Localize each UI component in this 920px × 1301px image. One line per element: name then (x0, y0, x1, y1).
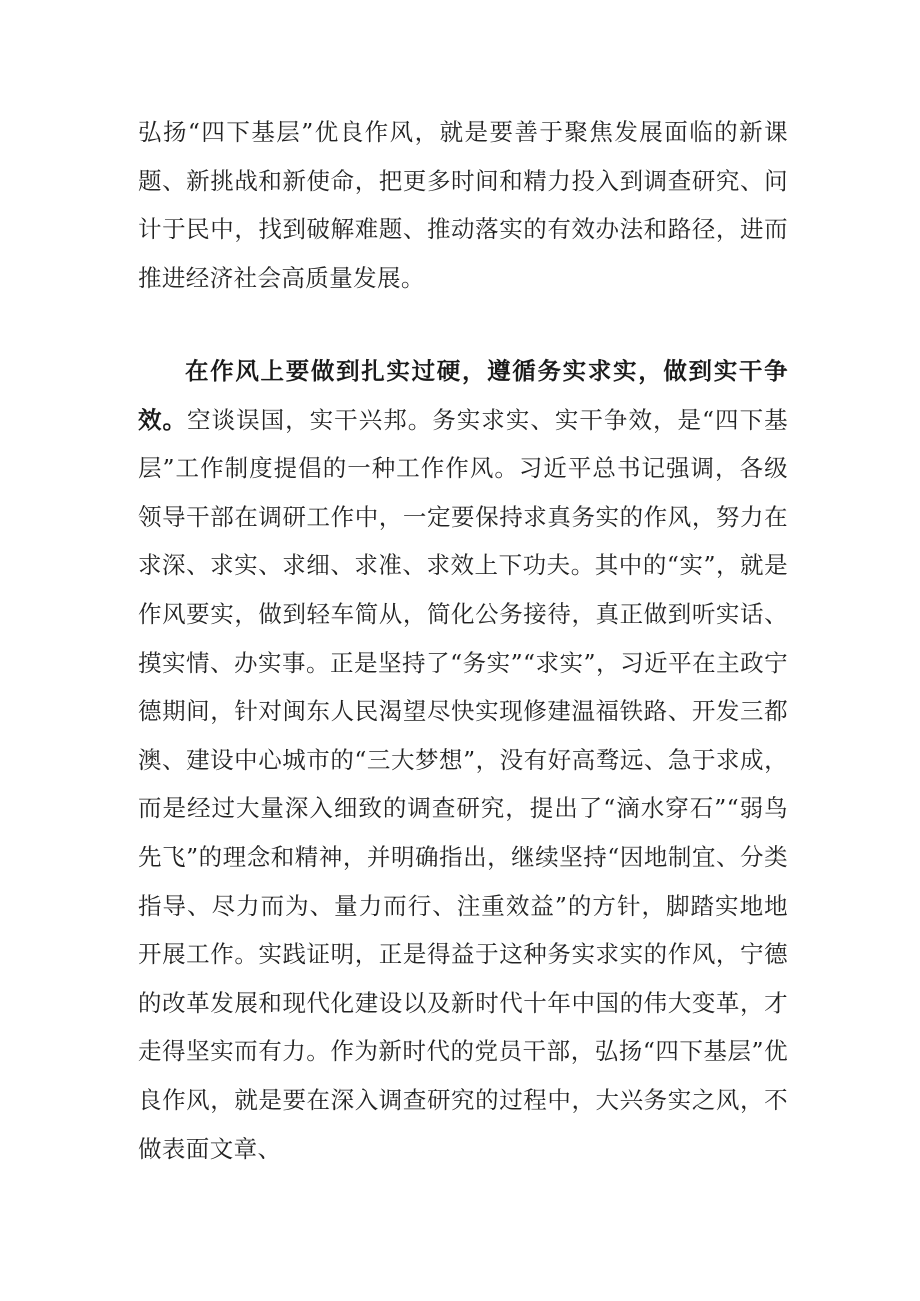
paragraph-2-body: 空谈误国，实干兴邦。务实求实、实干争效，是“四下基层”工作制度提倡的一种工作作风。习近平总书记强调，各级领导干部在调研工作中，一定要保持求真务实的作风，努力在求深、求实、求细、求准、求效上下功夫。其中的“实”，就是作风要实，做到轻车简从，简化公务接待，真正做到听实话、摸实情、办实事。正是坚持了“务实”“求实”，习近平在主政宁德期间，针对闽东人民渴望尽快实现修建温福铁路、开发三都澳、建设中心城市的“三大梦想”，没有好高骛远、急于求成，而是经过大量深入细致的调查研究，提出了“滴水穿石”“弱鸟先飞”的理念和精神，并明确指出，继续坚持“因地制宜、分类指导、尽力而为、量力而行、注重效益”的方针，脚踏实地地开展工作。实践证明，正是得益于这种务实求实的作风，宁德的改革发展和现代化建设以及新时代十年中国的伟大变革，才走得坚实而有力。作为新时代的党员干部，弘扬“四下基层”优良作风，就是要在深入调查研究的过程中，大兴务实之风，不做表面文章、 (138, 405, 788, 1163)
paragraph-2 (138, 347, 788, 1173)
paragraph-2-lead-sentence: 在作风上要做到扎实过硬，遵循务实求实，做到实干争效。 (138, 357, 788, 434)
paragraph-1: 弘扬“四下基层”优良作风，就是要善于聚焦发展面临的新课题、新挑战和新使命，把更多时间和精力投入到调查研究、问计于民中，找到破解难题、推动落实的有效办法和路径，进而推进经济社会高质量发展。 (138, 118, 788, 292)
